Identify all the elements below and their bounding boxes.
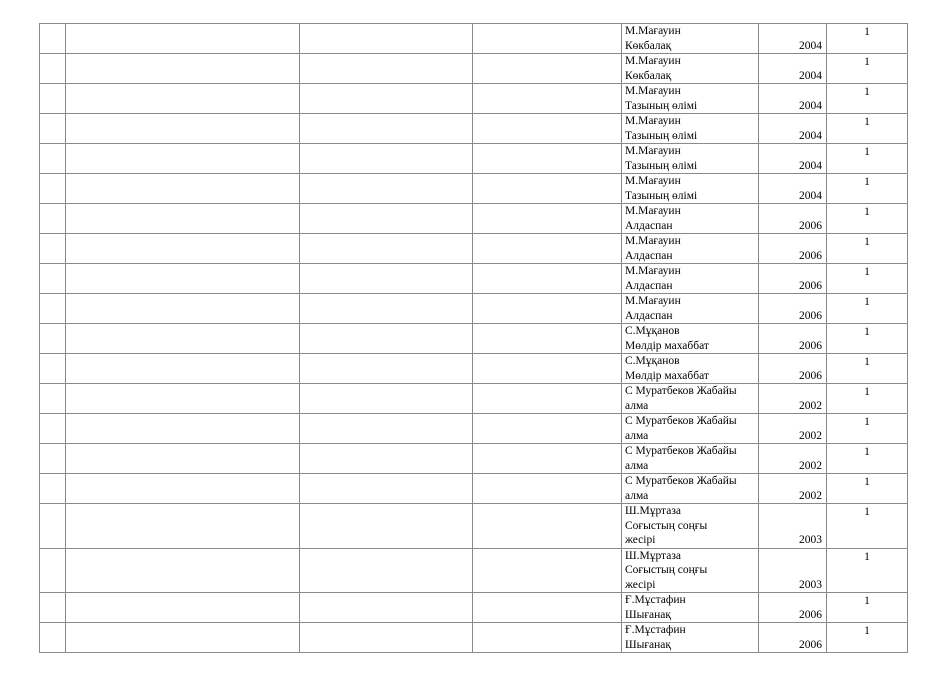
empty-cell xyxy=(300,504,473,549)
publication-year: 2004 xyxy=(799,189,822,202)
empty-cell xyxy=(300,204,473,234)
empty-cell xyxy=(473,144,622,174)
year-cell xyxy=(759,294,827,324)
empty-cell xyxy=(473,474,622,504)
book-author: Ш.Мұртаза xyxy=(625,549,681,562)
empty-cell xyxy=(473,414,622,444)
book-title: алма xyxy=(625,459,649,472)
empty-cell xyxy=(66,294,300,324)
quantity-cell xyxy=(827,234,908,264)
publication-year: 2004 xyxy=(799,159,822,172)
empty-cell xyxy=(473,444,622,474)
empty-cell xyxy=(66,444,300,474)
table-row xyxy=(40,294,908,324)
number-cell xyxy=(40,84,66,114)
number-cell xyxy=(40,324,66,354)
number-cell xyxy=(40,444,66,474)
empty-cell xyxy=(473,204,622,234)
quantity-cell xyxy=(827,264,908,294)
publication-year: 2004 xyxy=(799,69,822,82)
publication-year: 2006 xyxy=(799,369,822,382)
empty-cell xyxy=(473,24,622,54)
quantity-cell xyxy=(827,623,908,653)
book-title: Көкбалақ xyxy=(625,69,672,82)
empty-cell xyxy=(300,414,473,444)
book-author: М.Мағауин xyxy=(625,25,681,37)
book-author: М.Мағауин xyxy=(625,85,681,97)
year-cell xyxy=(759,324,827,354)
publication-year: 2004 xyxy=(799,99,822,112)
quantity: 1 xyxy=(864,236,870,248)
empty-cell xyxy=(300,474,473,504)
year-cell xyxy=(759,144,827,174)
book-title: алма xyxy=(625,489,649,502)
empty-cell xyxy=(300,264,473,294)
book-cell xyxy=(622,204,759,234)
quantity-cell xyxy=(827,204,908,234)
empty-cell xyxy=(66,24,300,54)
number-cell xyxy=(40,204,66,234)
book-author: М.Мағауин xyxy=(625,145,681,157)
publication-year: 2002 xyxy=(799,429,822,442)
quantity-cell xyxy=(827,444,908,474)
number-cell xyxy=(40,414,66,444)
year-cell xyxy=(759,444,827,474)
book-cell xyxy=(622,548,759,593)
number-cell xyxy=(40,593,66,623)
empty-cell xyxy=(66,384,300,414)
book-cell xyxy=(622,114,759,144)
empty-cell xyxy=(66,114,300,144)
book-cell xyxy=(622,474,759,504)
table-row xyxy=(40,144,908,174)
book-title: Тазының өлімі xyxy=(625,129,698,142)
number-cell xyxy=(40,384,66,414)
book-title: Тазының өлімі xyxy=(625,189,698,202)
empty-cell xyxy=(473,623,622,653)
empty-cell xyxy=(300,24,473,54)
book-title: Шығанақ xyxy=(625,608,671,621)
number-cell xyxy=(40,264,66,294)
year-cell xyxy=(759,384,827,414)
empty-cell xyxy=(66,174,300,204)
empty-cell xyxy=(473,174,622,204)
book-author: М.Мағауин xyxy=(625,295,681,307)
publication-year: 2006 xyxy=(799,309,822,322)
empty-cell xyxy=(473,504,622,549)
book-author: М.Мағауин xyxy=(625,55,681,67)
book-title: Мөлдір махаббат xyxy=(625,339,709,352)
empty-cell xyxy=(473,548,622,593)
book-title: Тазының өлімі xyxy=(625,159,698,172)
book-author: С Муратбеков Жабайы xyxy=(625,415,737,427)
empty-cell xyxy=(66,504,300,549)
number-cell xyxy=(40,114,66,144)
table-row xyxy=(40,24,908,54)
number-cell xyxy=(40,548,66,593)
book-title-cont: жесірі xyxy=(625,534,656,546)
table-row xyxy=(40,204,908,234)
quantity: 1 xyxy=(864,506,870,518)
quantity: 1 xyxy=(864,386,870,398)
quantity-cell xyxy=(827,414,908,444)
table-row xyxy=(40,54,908,84)
quantity-cell xyxy=(827,144,908,174)
quantity: 1 xyxy=(864,116,870,128)
empty-cell xyxy=(66,474,300,504)
book-title: Алдаспан xyxy=(625,249,673,262)
empty-cell xyxy=(66,414,300,444)
book-title: Шығанақ xyxy=(625,638,671,651)
table-row xyxy=(40,414,908,444)
empty-cell xyxy=(473,294,622,324)
table-row xyxy=(40,234,908,264)
book-author: Ғ.Мұстафин xyxy=(625,594,686,606)
table-row xyxy=(40,324,908,354)
empty-cell xyxy=(473,54,622,84)
empty-cell xyxy=(300,294,473,324)
book-cell xyxy=(622,384,759,414)
table-row xyxy=(40,114,908,144)
book-author: М.Мағауин xyxy=(625,175,681,187)
publication-year: 2004 xyxy=(799,129,822,142)
publication-year: 2003 xyxy=(799,534,822,546)
quantity: 1 xyxy=(864,625,870,637)
quantity-cell xyxy=(827,593,908,623)
book-title: Соғыстың соңғы xyxy=(625,564,708,576)
book-title: алма xyxy=(625,429,649,442)
year-cell xyxy=(759,24,827,54)
book-cell xyxy=(622,324,759,354)
table-body xyxy=(40,24,908,653)
empty-cell xyxy=(473,593,622,623)
quantity-cell xyxy=(827,114,908,144)
book-cell xyxy=(622,504,759,549)
quantity: 1 xyxy=(864,86,870,98)
book-inventory-table xyxy=(39,23,908,653)
book-cell xyxy=(622,414,759,444)
empty-cell xyxy=(66,204,300,234)
quantity-cell xyxy=(827,324,908,354)
publication-year: 2006 xyxy=(799,249,822,262)
empty-cell xyxy=(66,54,300,84)
empty-cell xyxy=(473,384,622,414)
publication-year: 2006 xyxy=(799,219,822,232)
empty-cell xyxy=(300,354,473,384)
table-row xyxy=(40,354,908,384)
empty-cell xyxy=(473,234,622,264)
empty-cell xyxy=(300,593,473,623)
empty-cell xyxy=(473,324,622,354)
book-cell xyxy=(622,294,759,324)
empty-cell xyxy=(300,548,473,593)
empty-cell xyxy=(300,623,473,653)
quantity-cell xyxy=(827,174,908,204)
table-row xyxy=(40,548,908,593)
empty-cell xyxy=(473,84,622,114)
publication-year: 2006 xyxy=(799,279,822,292)
quantity-cell xyxy=(827,354,908,384)
table-row xyxy=(40,593,908,623)
book-author: М.Мағауин xyxy=(625,115,681,127)
empty-cell xyxy=(300,84,473,114)
book-author: С Муратбеков Жабайы xyxy=(625,445,737,457)
table-row xyxy=(40,623,908,653)
book-author: М.Мағауин xyxy=(625,265,681,277)
book-author: Ғ.Мұстафин xyxy=(625,624,686,636)
quantity-cell xyxy=(827,84,908,114)
number-cell xyxy=(40,294,66,324)
year-cell xyxy=(759,623,827,653)
book-title: Көкбалақ xyxy=(625,39,672,52)
empty-cell xyxy=(300,54,473,84)
book-cell xyxy=(622,144,759,174)
empty-cell xyxy=(66,354,300,384)
book-author: М.Мағауин xyxy=(625,235,681,247)
empty-cell xyxy=(66,84,300,114)
number-cell xyxy=(40,234,66,264)
book-author: С Муратбеков Жабайы xyxy=(625,475,737,487)
empty-cell xyxy=(300,384,473,414)
quantity-cell xyxy=(827,294,908,324)
book-author: С.Мұқанов xyxy=(625,355,680,367)
quantity-cell xyxy=(827,24,908,54)
quantity: 1 xyxy=(864,146,870,158)
book-cell xyxy=(622,593,759,623)
table-row xyxy=(40,444,908,474)
year-cell xyxy=(759,414,827,444)
quantity: 1 xyxy=(864,326,870,338)
empty-cell xyxy=(300,144,473,174)
quantity: 1 xyxy=(864,446,870,458)
quantity-cell xyxy=(827,504,908,549)
year-cell xyxy=(759,354,827,384)
year-cell xyxy=(759,593,827,623)
book-author: М.Мағауин xyxy=(625,205,681,217)
table-row xyxy=(40,504,908,549)
empty-cell xyxy=(66,264,300,294)
empty-cell xyxy=(300,174,473,204)
publication-year: 2002 xyxy=(799,459,822,472)
year-cell xyxy=(759,504,827,549)
publication-year: 2004 xyxy=(799,39,822,52)
empty-cell xyxy=(300,114,473,144)
year-cell xyxy=(759,54,827,84)
quantity: 1 xyxy=(864,595,870,607)
quantity: 1 xyxy=(864,476,870,488)
number-cell xyxy=(40,354,66,384)
year-cell xyxy=(759,234,827,264)
empty-cell xyxy=(66,144,300,174)
quantity: 1 xyxy=(864,550,870,563)
publication-year: 2002 xyxy=(799,399,822,412)
book-title: Алдаспан xyxy=(625,279,673,292)
number-cell xyxy=(40,504,66,549)
book-title: Алдаспан xyxy=(625,219,673,232)
year-cell xyxy=(759,114,827,144)
publication-year: 2003 xyxy=(799,578,822,591)
empty-cell xyxy=(66,593,300,623)
number-cell xyxy=(40,623,66,653)
year-cell xyxy=(759,264,827,294)
book-cell xyxy=(622,264,759,294)
empty-cell xyxy=(300,234,473,264)
quantity-cell xyxy=(827,474,908,504)
quantity: 1 xyxy=(864,266,870,278)
empty-cell xyxy=(66,234,300,264)
book-author: С Муратбеков Жабайы xyxy=(625,385,737,397)
publication-year: 2006 xyxy=(799,608,822,621)
quantity: 1 xyxy=(864,56,870,68)
publication-year: 2006 xyxy=(799,638,822,651)
number-cell xyxy=(40,24,66,54)
table-row xyxy=(40,474,908,504)
year-cell xyxy=(759,474,827,504)
book-title: алма xyxy=(625,399,649,412)
quantity-cell xyxy=(827,548,908,593)
book-cell xyxy=(622,444,759,474)
publication-year: 2002 xyxy=(799,489,822,502)
year-cell xyxy=(759,174,827,204)
empty-cell xyxy=(66,623,300,653)
number-cell xyxy=(40,474,66,504)
empty-cell xyxy=(300,444,473,474)
number-cell xyxy=(40,54,66,84)
year-cell xyxy=(759,204,827,234)
empty-cell xyxy=(473,354,622,384)
quantity-cell xyxy=(827,384,908,414)
empty-cell xyxy=(473,114,622,144)
book-cell xyxy=(622,174,759,204)
quantity: 1 xyxy=(864,26,870,38)
book-title: Соғыстың соңғы xyxy=(625,519,708,532)
book-cell xyxy=(622,24,759,54)
table-row xyxy=(40,84,908,114)
book-cell xyxy=(622,84,759,114)
number-cell xyxy=(40,174,66,204)
table-row xyxy=(40,174,908,204)
year-cell xyxy=(759,548,827,593)
book-title: Мөлдір махаббат xyxy=(625,369,709,382)
book-cell xyxy=(622,354,759,384)
table-row xyxy=(40,264,908,294)
empty-cell xyxy=(473,264,622,294)
book-cell xyxy=(622,54,759,84)
year-cell xyxy=(759,84,827,114)
book-author: С.Мұқанов xyxy=(625,325,680,337)
book-title-cont: жесірі xyxy=(625,578,656,591)
quantity-cell xyxy=(827,54,908,84)
quantity: 1 xyxy=(864,206,870,218)
table-row xyxy=(40,384,908,414)
book-title: Алдаспан xyxy=(625,309,673,322)
quantity: 1 xyxy=(864,296,870,308)
number-cell xyxy=(40,144,66,174)
empty-cell xyxy=(300,324,473,354)
book-author: Ш.Мұртаза xyxy=(625,505,681,517)
quantity: 1 xyxy=(864,416,870,428)
empty-cell xyxy=(66,548,300,593)
book-cell xyxy=(622,234,759,264)
quantity: 1 xyxy=(864,356,870,368)
book-cell xyxy=(622,623,759,653)
quantity: 1 xyxy=(864,176,870,188)
publication-year: 2006 xyxy=(799,339,822,352)
empty-cell xyxy=(66,324,300,354)
book-title: Тазының өлімі xyxy=(625,99,698,112)
